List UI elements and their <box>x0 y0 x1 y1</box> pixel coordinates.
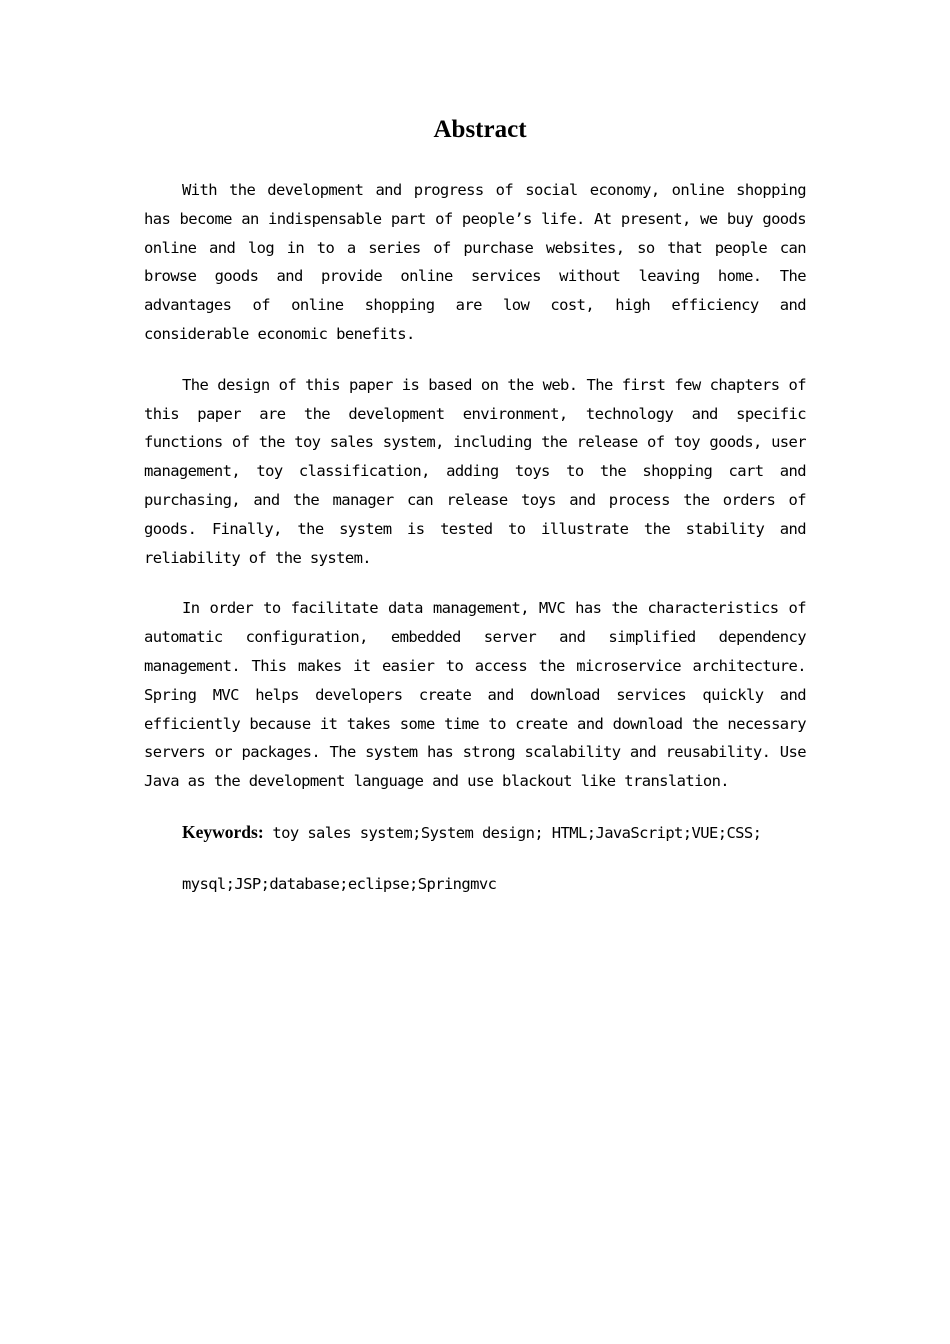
page-title: Abstract <box>433 116 527 143</box>
keywords-paragraph <box>144 818 806 848</box>
keywords-continuation: mysql;JSP;database;eclipse;Springmvc <box>182 874 497 893</box>
abstract-paragraph-1: With the development and progress of social economy, online shopping has become an indispensable part of people’s life. At present, we buy goods online and log in to a series of purchase websites, so that people can browse goods and provide online services without leaving home. The advantages of online shopping are low cost, high efficiency and considerable economic benefits. <box>144 181 806 343</box>
document-page <box>144 110 806 899</box>
keywords-label: Keywords: <box>182 821 264 842</box>
abstract-paragraph-3: In order to facilitate data management, MVC has the characteristics of automatic configuration, embedded server and simplified dependency management. This makes it easier to access the microservice architecture. Spring MVC helps developers create and download services quickly and efficiently because it takes some time to create and download the necessary servers or packages. The system has strong scalability and reusability. Use Java as the development language and use blackout like translation. <box>144 599 806 791</box>
abstract-paragraph-2: The design of this paper is based on the web. The first few chapters of this paper are the development environment, technology and specific functions of the toy sales system, including the release of toy goods, user management, toy classification, adding toys to the shopping cart and purchasing, and the manager can release toys and process the orders of goods. Finally, the system is tested to illustrate the stability and reliability of the system. <box>144 375 806 567</box>
keywords-list: toy sales system;System design; HTML;JavaScript;VUE;CSS; <box>272 823 762 842</box>
